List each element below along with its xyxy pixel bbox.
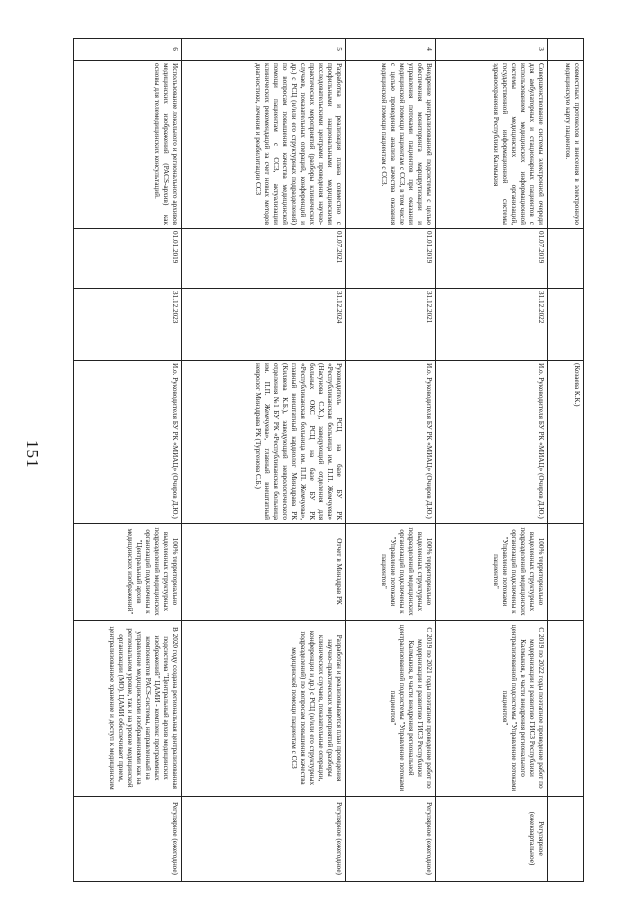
table-cell-result: 100% территориально выделенных структурных подразделений медицинских организаций подключены к "Управление потоками пациентов" [492,527,545,616]
table-cell-end-date: 31.12.2024 [335,291,343,324]
table-cell-responsible: Руководитель РСЦ на базе БУ РК «Республиканская больница им. П.П. Жемчуева» (Насунова С.Х.), заведующий отделения для больных ОКС РСЦ на базе БУ РК «Республиканская больница им. П.П. Жемчуева», главный внештатный кардиолог Минздрава РК (Киляева К.Б.), заведующий неврологического отделения №1 БУ РК «Республиканская больница им. П.П. Жемчуева», главный внештатный невролог Минздрава РК (Тургенова С.Б.) [254,363,343,520]
table-border [74,881,584,882]
table-cell-number: 6 [171,47,179,51]
table-cell-indicator: В 2020 году создана региональная централизованная подсистема "Центральный архив медицинских изображений" ЦАМИ - комплекс программных компонентов PACS-системы, направленный на управление медицинскими изображениями как на региональном уровне, так и на уровне медицинской организации (МО). ЦАМИ обеспечивает прием, централизованное хранение и доступ к медицинским [108,626,179,790]
plan-table [74,38,584,882]
table-cell-end-date: 31.12.2023 [171,291,179,324]
table-cell-type: Регулярное (ежеквартальное) [528,811,545,866]
table-cell-responsible: И.о. Руководителя БУ РК «МИАЦ» (Очиров Д.Ю.) [425,363,433,519]
table-cell-type: Регулярное (ежегодное) [425,802,433,875]
table-cell-start-date: 01.07.2019 [537,231,545,264]
table-cell-start-date: 01.07.2021 [335,231,343,264]
table-cell-responsible: (Козаева К.К.) [573,363,581,407]
table-cell-responsible: И.о. Руководителя БУ РК «МИАЦ» (Очиров Д.Ю.) [537,363,545,519]
table-cell-number: 4 [425,47,433,51]
table-cell-measure: Совершенствование системы электронной очереди для амбулаторных и стационарных пациентов с использованием медицинских информационной системы медицинских организаций, государственной информационной системы здравоохранения Республики Калмыкия [492,63,545,225]
table-cell-result: 100% территориально выделенных структурных подразделений медицинских организаций подключены к "Центральный архив медицинских изображений" [126,527,179,616]
table-cell-indicator: С 2019 по 2021 годы поэтапное проведение работ по модернизации и развитию ГИСЗ Республики Калмыкия, в части внедрения региональной централизованной подсистемы "Управление потоками пациентов" [389,624,433,792]
table-cell-result: Отчет в Минздрав РК [335,538,343,605]
table-cell-responsible: И.о. Руководителя БУ РК «МИАЦ» (Очиров Д.Ю.) [171,363,179,519]
table-cell-number: 3 [537,47,545,51]
table-cell-measure: Использование локального и регионального архивов медицинских изображений (PACS-архив) как основы для телемедицинских консультаций. [153,63,179,225]
table-cell-end-date: 31.12.2022 [537,291,545,324]
table-cell-result: 100% территориально выделенных структурных подразделений медицинских организаций подключены к "Управление потоками пациентов" [380,527,433,616]
table-cell-measure: совместных протоколов и внесения в электронную медицинскую карту пациентов. [564,63,581,225]
table-cell-indicator: С 2019 по 2022 годы поэтапное проведение работ по модернизации и развитию ГИСЗ Республики Калмыкия, в части внедрения регионального централизованной подсистемы "Управление потоками пациентов" [501,624,545,792]
table-cell-measure: Разработка и реализация плана совместно с профильными национальными медицинскими исследовательскими центрами проведения научно-практических мероприятий (разборы клинических случаев, показательных операций, конференций и др.) с РСЦ (и/или его структурных подразделений) по вопросам повышения качества медицинской помощи пациентам с ССЗ, актуализации клинических рекомендаций за счет новых методов диагностики, лечения и реабилитации ССЗ [254,63,343,225]
table-cell-start-date: 01.01.2019 [171,231,179,264]
page-number: 151 [23,440,42,469]
row-divider [583,38,584,882]
table-cell-type: Регулярное (ежегодное) [171,802,179,875]
table-cell-end-date: 31.12.2021 [425,291,433,324]
table-cell-type: Регулярное (ежегодное) [335,802,343,875]
table-cell-indicator: Разработан и реализовывается план проведения научно-практических мероприятий (разборы клинических случаев, показательные операции, конференции и др.) с РСЦ (и/или его структурных подразделений) по вопросам повышения качества медицинской помощи пациентам с ССЗ [290,630,343,786]
table-cell-number: 5 [335,47,343,51]
table-cell-measure: Внедрение централизованной подсистемы с целью обеспечения мониторинга маршрутизации и управления потоками пациентов при оказании медицинской помощи пациентам с ССЗ, в том числе с целью проведения анализа качества оказания медицинской помощи пациентам с ССЗ. [380,63,433,225]
table-cell-start-date: 01.01.2019 [425,231,433,264]
